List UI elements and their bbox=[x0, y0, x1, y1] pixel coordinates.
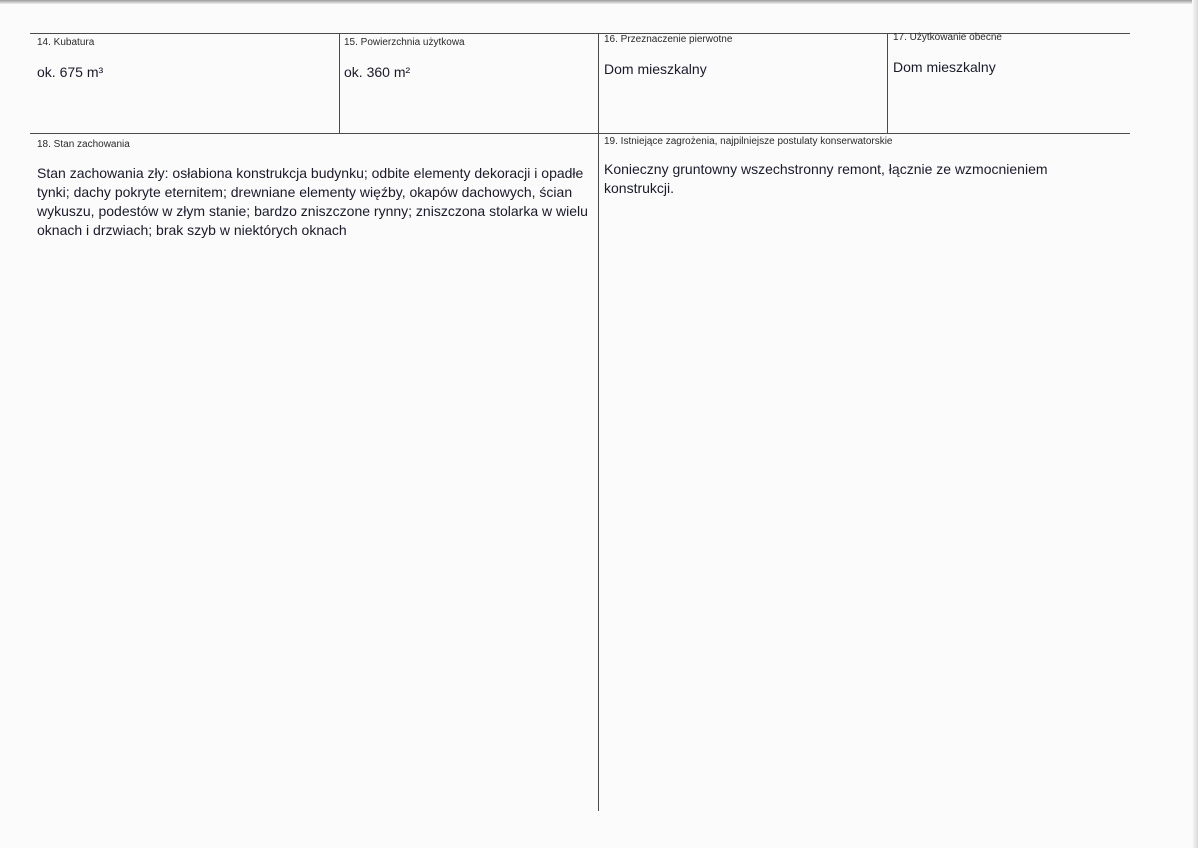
stan-value: Stan zachowania zły: osłabiona konstrukcja budynku; odbite elementy dekoracji i opadłe tynki; dachy pokryte eternitem; drewniane elementy więźby, okapów dachowych, ścian wykuszu, podestów w złym stanie; bardzo zniszczone rynny; zniszczona stolarka w wielu oknach i drzwiach; brak szyb w niektórych oknach bbox=[37, 165, 588, 238]
zagrozenia-label: 19. Istniejące zagrożenia, najpilniejsze postulaty konserwatorskie bbox=[604, 136, 893, 147]
stan-label: 18. Stan zachowania bbox=[37, 139, 130, 150]
grid-line-middle bbox=[30, 133, 1130, 134]
przeznaczenie-label: 16. Przeznaczenie pierwotne bbox=[604, 34, 733, 45]
grid-line-col-2 bbox=[598, 33, 599, 811]
scan-top-edge bbox=[0, 0, 1198, 4]
zagrozenia-value: Konieczny gruntowny wszechstronny remont, łącznie ze wzmocnieniem konstrukcji. bbox=[604, 161, 1048, 196]
powierzchnia-value: ok. 360 m² bbox=[344, 64, 411, 80]
uzytkowanie-value: Dom mieszkalny bbox=[893, 59, 996, 75]
scan-right-edge bbox=[1192, 0, 1198, 848]
przeznaczenie-value: Dom mieszkalny bbox=[604, 61, 707, 77]
powierzchnia-label: 15. Powierzchnia użytkowa bbox=[344, 37, 465, 48]
grid-line-col-3 bbox=[887, 33, 888, 134]
kubatura-label: 14. Kubatura bbox=[37, 37, 95, 48]
kubatura-value: ok. 675 m³ bbox=[37, 64, 104, 80]
grid-line-col-1 bbox=[339, 33, 340, 134]
uzytkowanie-label: 17. Użytkowanie obecne bbox=[893, 32, 1002, 43]
